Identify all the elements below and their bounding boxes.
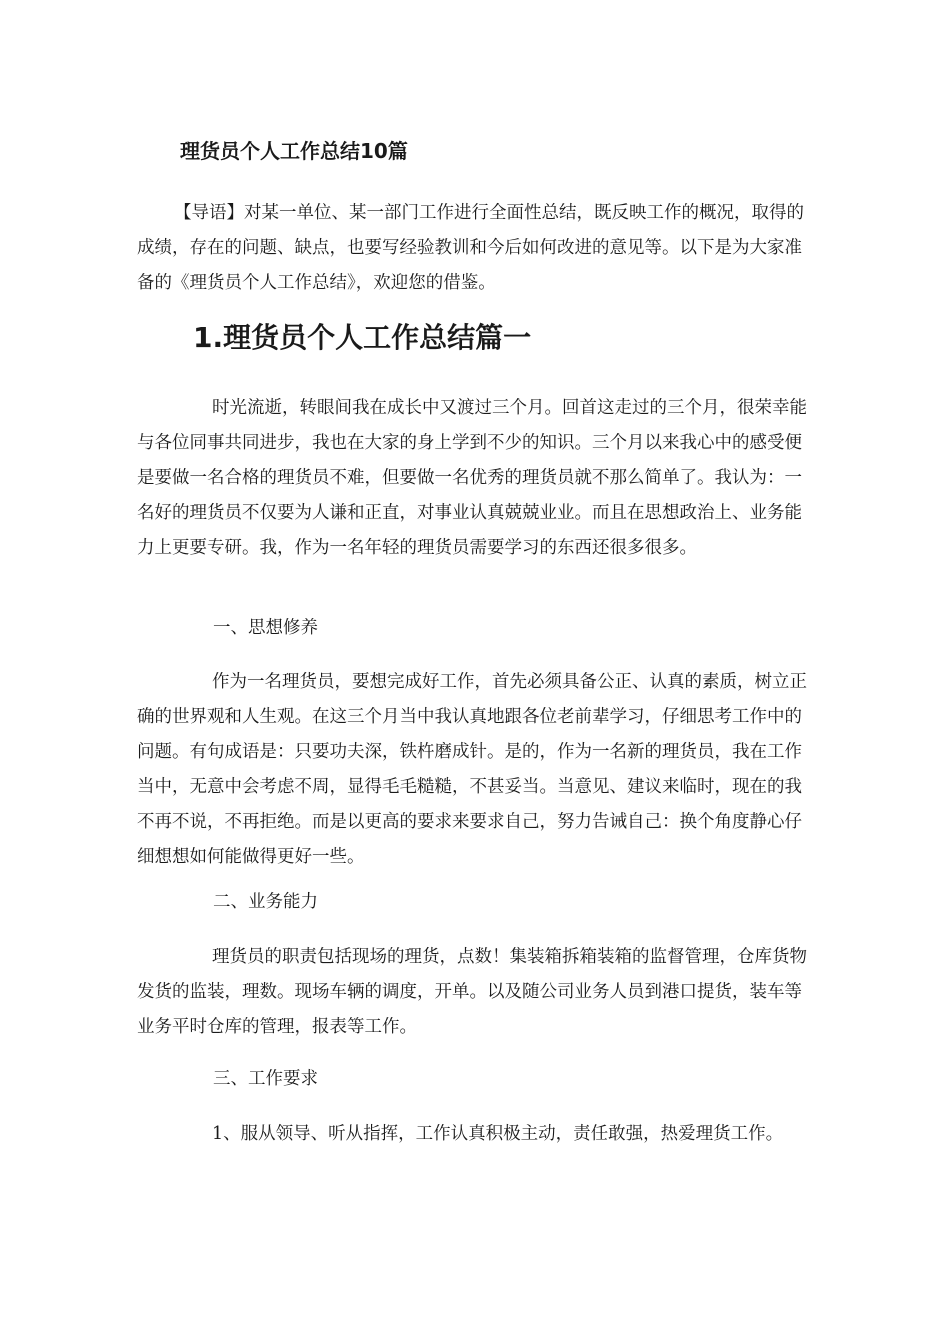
subheading-thought: 一、思想修养 bbox=[213, 618, 318, 638]
body-paragraph-4: 1、服从领导、听从指挥，工作认真积极主动，责任敢强，热爱理货工作。 bbox=[212, 1124, 784, 1144]
body-paragraph-2: 作为一名理货员，要想完成好工作，首先必须具备公正、认真的素质，树立正确的世界观和人生观。在这三个月当中我认真地跟各位老前辈学习，仔细思考工作中的问题。有句成语是：只要功夫深，铁杵磨成针。是的，作为一名新的理货员，我在工作当中，无意中会考虑不周，显得毛毛糙糙，不甚妥当。当意见、建议来临时，现在的我不再不说，不再拒绝。而是以更高的要求来要求自己，努力告诫自己：换个角度静心仔细想想如何能做得更好一些。 bbox=[137, 672, 807, 867]
subheading-requirements: 三、工作要求 bbox=[213, 1069, 318, 1089]
body-paragraph-3: 理货员的职责包括现场的理货，点数！集装箱拆箱装箱的监督管理，仓库货物发货的监装，理数。现场车辆的调度，开单。以及随公司业务人员到港口提货，装车等业务平时仓库的管理，报表等工作。 bbox=[137, 947, 807, 1037]
document-title: 理货员个人工作总结10篇 bbox=[180, 139, 408, 163]
section-heading: 1.理货员个人工作总结篇一 bbox=[193, 321, 532, 354]
subheading-business: 二、业务能力 bbox=[213, 892, 318, 912]
body-paragraph-1: 时光流逝，转眼间我在成长中又渡过三个月。回首这走过的三个月，很荣幸能与各位同事共同进步，我也在大家的身上学到不少的知识。三个月以来我心中的感受便是要做一名合格的理货员不难，但要做一名优秀的理货员就不那么简单了。我认为：一名好的理货员不仅要为人谦和正直，对事业认真兢兢业业。而且在思想政治上、业务能力上更要专研。我，作为一名年轻的理货员需要学习的东西还很多很多。 bbox=[137, 398, 807, 558]
intro-paragraph: 【导语】对某一单位、某一部门工作进行全面性总结，既反映工作的概况，取得的成绩，存在的问题、缺点，也要写经验教训和今后如何改进的意见等。以下是为大家准备的《理货员个人工作总结》，欢迎您的借鉴。 bbox=[137, 203, 804, 293]
